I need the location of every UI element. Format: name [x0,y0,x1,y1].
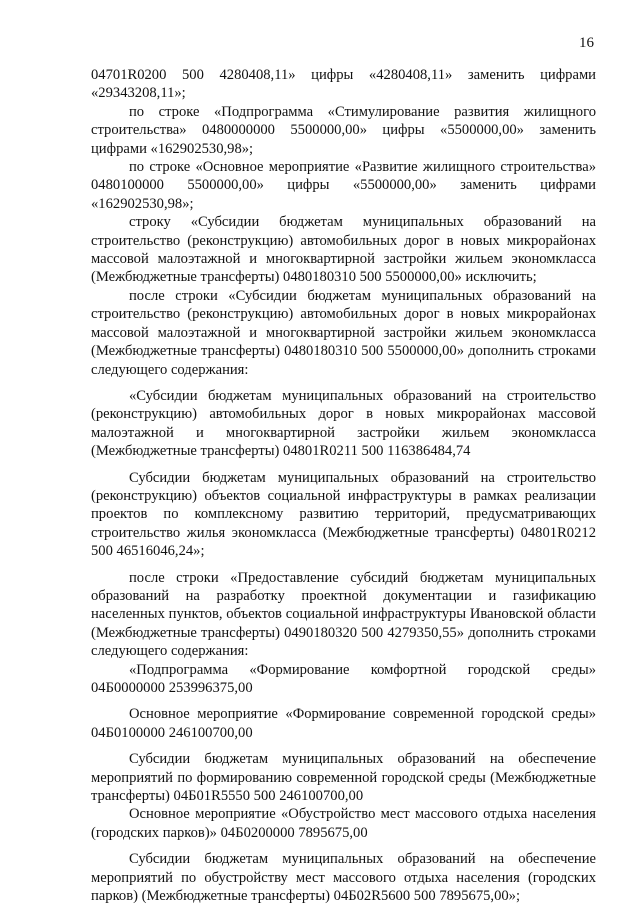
paragraph-subprogram-housing: по строке «Подпрограмма «Стимулирование развития жилищного строительства» 0480000000 5500000,00» цифры «5500000,00» заменить цифрами «162902530,98»; [91,103,596,157]
paragraph-new-row-social: Субсидии бюджетам муниципальных образований на строительство (реконструкцию) объектов социальной инфраструктуры в рамках реализации проектов по комплексному развитию территорий, предусматривающих строительство жилья экономкласса (Межбюджетные трансферты) 04801R0212 500 46516046,24»; [91,469,596,560]
paragraph-main-activity-housing: по строке «Основное мероприятие «Развитие жилищного строительства» 0480100000 5500000,00» цифры «5500000,00» заменить цифрами «162902530,98»; [91,159,596,212]
page-number: 16 [579,35,594,51]
paragraph-continuation: 04701R0200 500 4280408,11» цифры «4280408,11» заменить цифрами «29343208,11»; [91,67,596,102]
paragraph-subsidy-parks: Субсидии бюджетам муниципальных образований на обеспечение мероприятий по обустройству мест массового отдыха населения (городских парков) (Межбюджетные трансферты) 04Б02R5600 500 7895675,00»; [91,851,596,905]
paragraph-insert-after-gas: после строки «Предоставление субсидий бюджетам муниципальных образований на разработку проектной документации и газификацию населенных пунктов, объектов социальной инфраструктуры Ивановской области (Межбюджетные трансферты) 0490180320 500 4279350,55» дополнить строками следующего содержания: [91,569,596,660]
paragraph-new-row-roads: «Субсидии бюджетам муниципальных образований на строительство (реконструкцию) автомобильных дорог в новых микрорайонах массовой малоэтажной и многоквартирной застройки жильем экономкласса (Межбюджетные трансферты) 04801R0211 500 116386484,74 [91,387,596,460]
paragraph-subsidy-urban: Субсидии бюджетам муниципальных образований на обеспечение мероприятий по формированию современной городской среды (Межбюджетные трансферты) 04Б01R5550 500 246100700,00 [91,751,596,805]
document-body [91,66,596,905]
paragraph-main-activity-parks: Основное мероприятие «Обустройство мест массового отдыха населения (городских парков)» 04Б0200000 7895675,00 [91,806,596,841]
paragraph-insert-after-row: после строки «Субсидии бюджетам муниципальных образований на строительство (реконструкцию) автомобильных дорог в новых микрорайонах массовой малоэтажной и многоквартирной застройки жильем экономкласса (Межбюджетные трансферты) 0480180310 500 5500000,00» дополнить строками следующего содержания: [91,287,596,378]
paragraph-main-activity-urban: Основное мероприятие «Формирование современной городской среды» 04Б0100000 246100700,00 [91,706,596,741]
paragraph-subprogram-urban: «Подпрограмма «Формирование комфортной городской среды» 04Б0000000 253996375,00 [91,661,596,696]
paragraph-exclude-row: строку «Субсидии бюджетам муниципальных образований на строительство (реконструкцию) автомобильных дорог в новых микрорайонах массовой малоэтажной и многоквартирной застройки жильем экономкласса (Межбюджетные трансферты) 0480180310 500 5500000,00» исключить; [91,214,596,286]
